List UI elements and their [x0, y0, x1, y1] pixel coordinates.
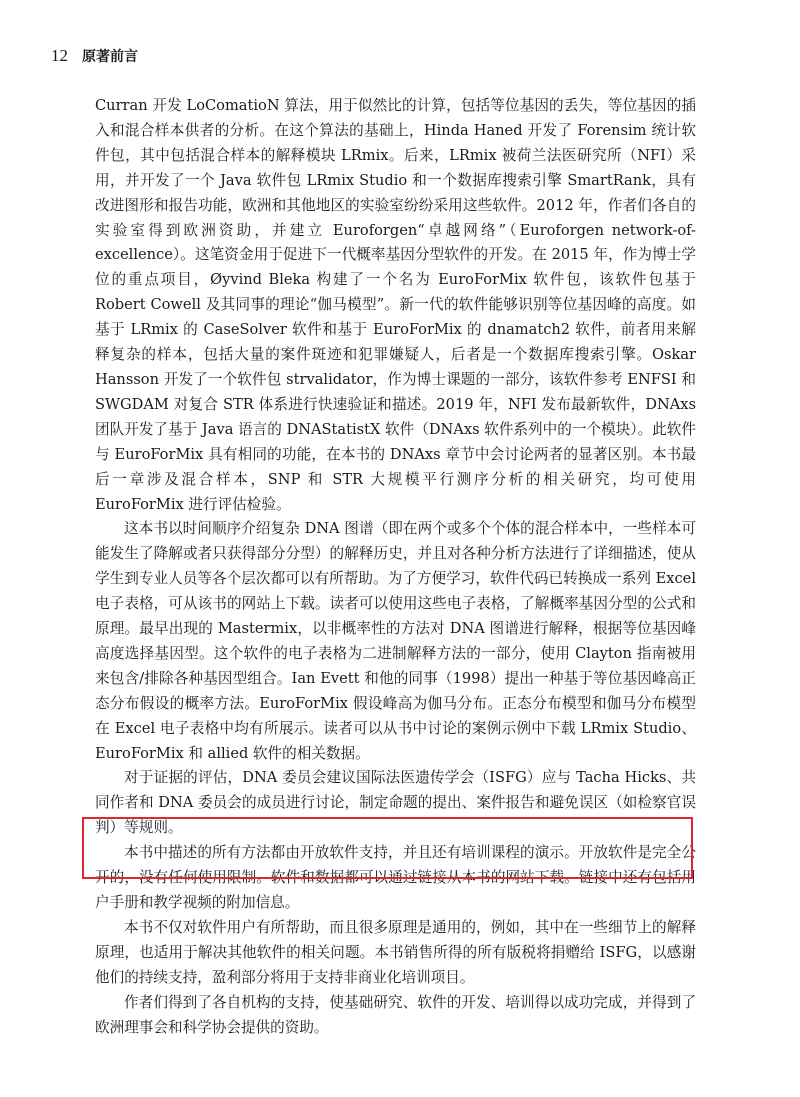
- paragraph-royalties: 本书不仅对软件用户有所帮助，而且很多原理是通用的，例如，其中在一些细节上的解释原理，也适用于解决其他软件的相关问题。本书销售所得的所有版税将捐赠给 ISFG，以感谢他们的持续支持，盈利部分将用于支持非商业化培训项目。: [95, 918, 696, 986]
- page-number: 12: [51, 46, 68, 65]
- paragraph-software-history: Curran 开发 LoComatioN 算法，用于似然比的计算，包括等位基因的丢失，等位基因的插入和混合样本供者的分析。在这个算法的基础上，Hinda Haned 开发了 Forensim 统计软件包，其中包括混合样本的解释模块 LRmix。后来，LRmix 被荷兰法医研究所（NFI）采用，并开发了一个 Java 软件包 LRmix Studio 和一个数据库搜索引擎 SmartRank，具有改进图形和报告功能，欧洲和其他地区的实验室纷纷采用这些软件。2012 年，作者们各自的实验室得到欧洲资助，并建立 Euroforgen“卓越网络”（Euroforgen network-of-excellence）。这笔资金用于促进下一代概率基因分型软件的开发。在 2015 年，作为博士学位的重点项目，Øyvind Bleka 构建了一个名为 EuroForMix 软件包，该软件包基于 Robert Cowell 及其同事的理论“伽马模型”。新一代的软件能够识别等位基因峰的高度。如基于 LRmix 的 CaseSolver 软件和基于 EuroForMix 的 dnamatch2 软件，前者用来解释复杂的样本，包括大量的案件斑迹和犯罪嫌疑人，后者是一个数据库搜索引擎。Oskar Hansson 开发了一个软件包 strvalidator，作为博士课题的一部分，该软件参考 ENFSI 和 SWGDAM 对复合 STR 体系进行快速验证和描述。2019 年，NFI 发布最新软件，DNAxs 团队开发了基于 Java 语言的 DNAStatistX 软件（DNAxs 软件系列中的一个模块）。此软件与 EuroForMix 具有相同的功能，在本书的 DNAxs 章节中会讨论两者的显著区别。本书最后一章涉及混合样本，SNP 和 STR 大规模平行测序分析的相关研究，均可使用 EuroForMix 进行评估检验。: [95, 97, 696, 513]
- running-title: 原著前言: [82, 49, 138, 65]
- paragraph-evidence-evaluation: 对于证据的评估，DNA 委员会建议国际法医遗传学会（ISFG）应与 Tacha Hicks、共同作者和 DNA 委员会的成员进行讨论，制定命题的提出、案件报告和避免误区（如检察官误判）等规则。: [95, 769, 696, 837]
- paragraph-open-software: 本书中描述的所有方法都由开放软件支持，并且还有培训课程的演示。开放软件是完全公开的，没有任何使用限制。软件和数据都可以通过链接从本书的网站下载。链接中还有包括用户手册和教学视频的附加信息。: [95, 844, 696, 911]
- body-text: [95, 94, 696, 1040]
- page-header: [51, 46, 138, 67]
- paragraph-book-overview: 这本书以时间顺序介绍复杂 DNA 图谱（即在两个或多个个体的混合样本中，一些样本可能发生了降解或者只获得部分分型）的解释历史，并且对各种分析方法进行了详细描述，使从学生到专业人员等各个层次都可以有所帮助。为了方便学习，软件代码已转换成一系列 Excel 电子表格，可从该书的网站上下载。读者可以使用这些电子表格，了解概率基因分型的公式和原理。最早出现的 Mastermix，以非概率性的方法对 DNA 图谱进行解释，根据等位基因峰高度选择基因型。这个软件的电子表格为二进制解释方法的一部分，使用 Clayton 指南被用来包含/排除各种基因型组合。Ian Evett 和他的同事（1998）提出一种基于等位基因峰高正态分布假设的概率方法。EuroForMix 假设峰高为伽马分布。正态分布模型和伽马分布模型在 Excel 电子表格中均有所展示。读者可以从书中讨论的案例示例中下载 LRmix Studio、EuroForMix 和 allied 软件的相关数据。: [95, 520, 696, 762]
- paragraph-acknowledgements: 作者们得到了各自机构的支持，使基础研究、软件的开发、培训得以成功完成，并得到了欧洲理事会和科学协会提供的资助。: [95, 993, 696, 1036]
